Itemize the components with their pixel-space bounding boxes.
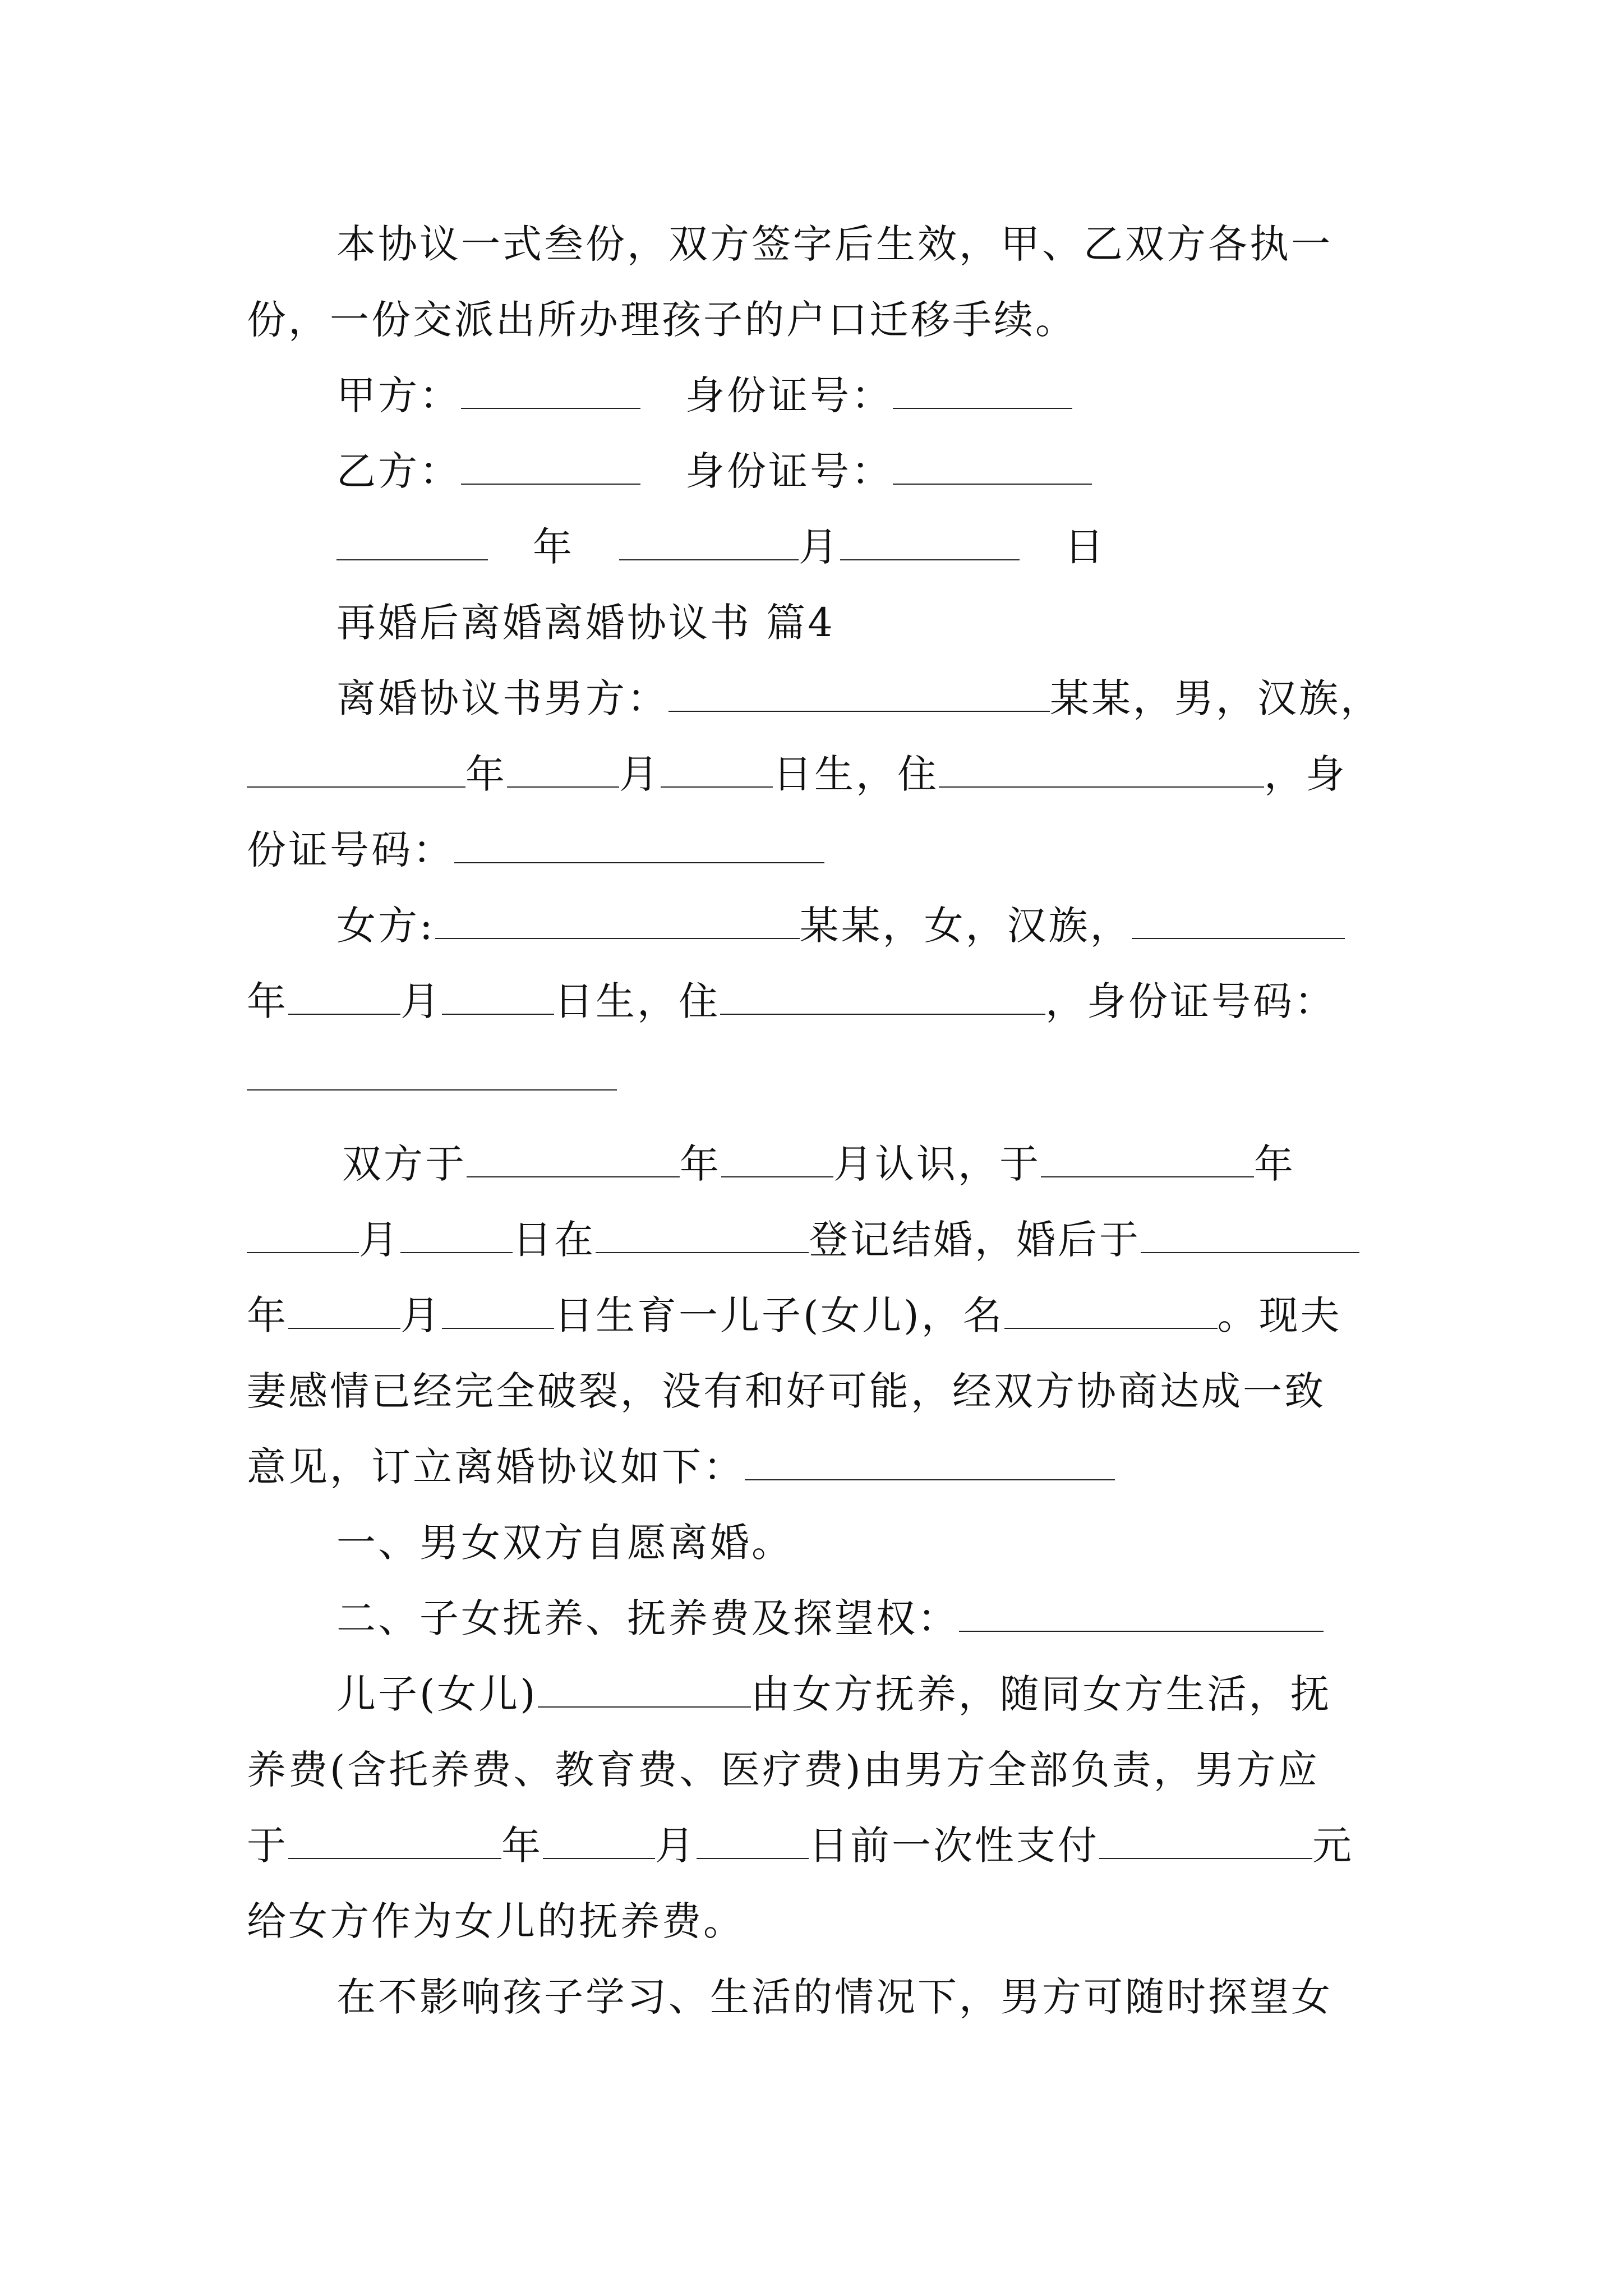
marriage-text: 双方于 [342,1141,467,1187]
woman-info-line1 [336,898,1345,954]
birth-day-blank[interactable] [442,1294,554,1329]
man-info-line1 [336,670,1382,726]
marriage-text: 年 [1254,1141,1295,1187]
wed-year-blank[interactable] [1041,1143,1254,1177]
party-b-label: 乙方： [336,448,461,494]
wed-month-blank[interactable] [247,1218,359,1253]
marriage-text: 登记结婚，婚后于 [809,1217,1141,1263]
custody-text: 儿子(女儿) [336,1671,538,1717]
visitation-line1: 在不影响孩子学习、生活的情况下，男方可随时探望女 [336,1974,1332,2020]
custody-text: 月 [655,1823,697,1869]
woman-birth-year-blank[interactable] [1132,904,1345,939]
marriage-text: 月 [400,1292,442,1338]
woman-info-line2 [247,973,1336,1029]
man-info-line3 [247,822,824,878]
man-name-blank[interactable] [668,677,1050,712]
custody-text: 日前一次性支付 [809,1823,1099,1869]
woman-name-blank[interactable] [435,904,800,939]
woman-info: 某某，女，汉族， [799,903,1132,949]
man-id-label: 份证号码： [247,827,454,873]
wed-place-blank[interactable] [596,1218,809,1253]
woman-id-blank[interactable] [247,1056,617,1091]
party-a-label: 甲方： [336,372,461,418]
man-month-label: 月 [619,751,661,797]
marriage-line5 [247,1439,1115,1495]
party-a-id-blank[interactable] [893,374,1072,409]
clause-2-line [336,1590,1324,1646]
marriage-text: 意见，订立离婚协议如下： [247,1444,745,1490]
marriage-text: 月 [359,1217,400,1263]
man-address-blank[interactable] [939,753,1264,788]
custody-text: 由女方抚养，随同女方生活，抚 [750,1671,1332,1717]
woman-address-blank[interactable] [720,980,1045,1015]
woman-birth-month-blank[interactable] [288,980,400,1015]
payment-year-blank[interactable] [288,1824,501,1859]
party-b-signature-line [336,443,1092,499]
date-day-blank[interactable] [840,526,1020,560]
date-month-blank[interactable] [619,526,799,560]
party-b-id-blank[interactable] [893,450,1092,485]
party-b-id-label: 身份证号： [685,448,893,494]
signing-date-line [336,519,1106,575]
section-title: 再婚后离婚离婚协议书 篇4 [336,600,835,646]
man-year-label: 年 [465,751,507,797]
man-info-line2 [247,746,1347,802]
custody-text: 于 [247,1823,288,1869]
marriage-text: 日在 [513,1217,596,1263]
birth-month-blank[interactable] [288,1294,400,1329]
child-name-blank-2[interactable] [538,1673,751,1708]
meet-year-blank[interactable] [467,1143,680,1177]
date-day-label: 日 [1064,524,1106,570]
woman-born-label: 日生，住 [554,978,720,1024]
woman-month-label: 月 [400,978,442,1024]
man-prefix: 离婚协议书男方： [336,675,668,721]
date-year-label: 年 [533,524,574,570]
clause-2-title: 二、子女抚养、抚养费及探望权： [336,1595,959,1641]
man-birth-month-blank[interactable] [507,753,619,788]
party-a-signature-line [336,367,1072,424]
custody-line2: 养费(含托养费、教育费、医疗费)由男方全部负责，男方应 [247,1747,1320,1793]
paragraph-copies-line1: 本协议一式叁份，双方签字后生效，甲、乙双方各执一 [336,221,1332,267]
birth-year-blank[interactable] [1141,1218,1359,1253]
payment-amount-blank[interactable] [1099,1824,1312,1859]
party-a-name-blank[interactable] [461,374,640,409]
wed-day-blank[interactable] [400,1218,513,1253]
meet-month-blank[interactable] [721,1143,833,1177]
man-info: 某某，男，汉族， [1050,675,1382,721]
party-b-name-blank[interactable] [461,450,640,485]
clause-1: 一、男女双方自愿离婚。 [336,1520,793,1566]
custody-text: 年 [501,1823,543,1869]
man-birth-day-blank[interactable] [661,753,773,788]
marriage-text: 年 [247,1292,288,1338]
woman-prefix: 女方: [336,903,435,949]
marriage-line3 [247,1287,1342,1343]
woman-birth-day-blank[interactable] [442,980,554,1015]
clause-2-blank[interactable] [959,1597,1324,1632]
marriage-line4: 妻感情已经完全破裂，没有和好可能，经双方协商达成一致 [247,1368,1326,1414]
agreement-blank[interactable] [745,1446,1115,1480]
payment-month-blank[interactable] [543,1824,655,1859]
custody-line3 [247,1818,1354,1874]
marriage-line2 [247,1212,1359,1268]
woman-year-label: 年 [247,978,288,1024]
paragraph-copies-line2: 份，一份交派出所办理孩子的户口迁移手续。 [247,297,1077,343]
man-id-blank[interactable] [454,829,824,863]
date-year-blank[interactable] [336,526,488,560]
woman-info-line3 [247,1049,617,1105]
marriage-text: 日生育一儿子(女儿)，名 [554,1292,1004,1338]
marriage-text: 年 [680,1141,721,1187]
party-a-id-label: 身份证号： [685,372,893,418]
marriage-line1 [342,1136,1295,1192]
custody-line1 [336,1666,1332,1722]
man-birth-year-blank[interactable] [247,753,465,788]
date-month-label: 月 [799,524,840,570]
payment-day-blank[interactable] [697,1824,809,1859]
child-name-blank[interactable] [1004,1294,1218,1329]
marriage-text: 。现夫 [1217,1292,1342,1338]
marriage-text: 月认识，于 [833,1141,1041,1187]
woman-id-label: ，身份证号码： [1045,978,1336,1024]
man-id-prefix: ，身 [1264,751,1347,797]
custody-line4: 给女方作为女儿的抚养费。 [247,1898,745,1944]
custody-text: 元 [1312,1823,1354,1869]
man-born-label: 日生，住 [773,751,939,797]
